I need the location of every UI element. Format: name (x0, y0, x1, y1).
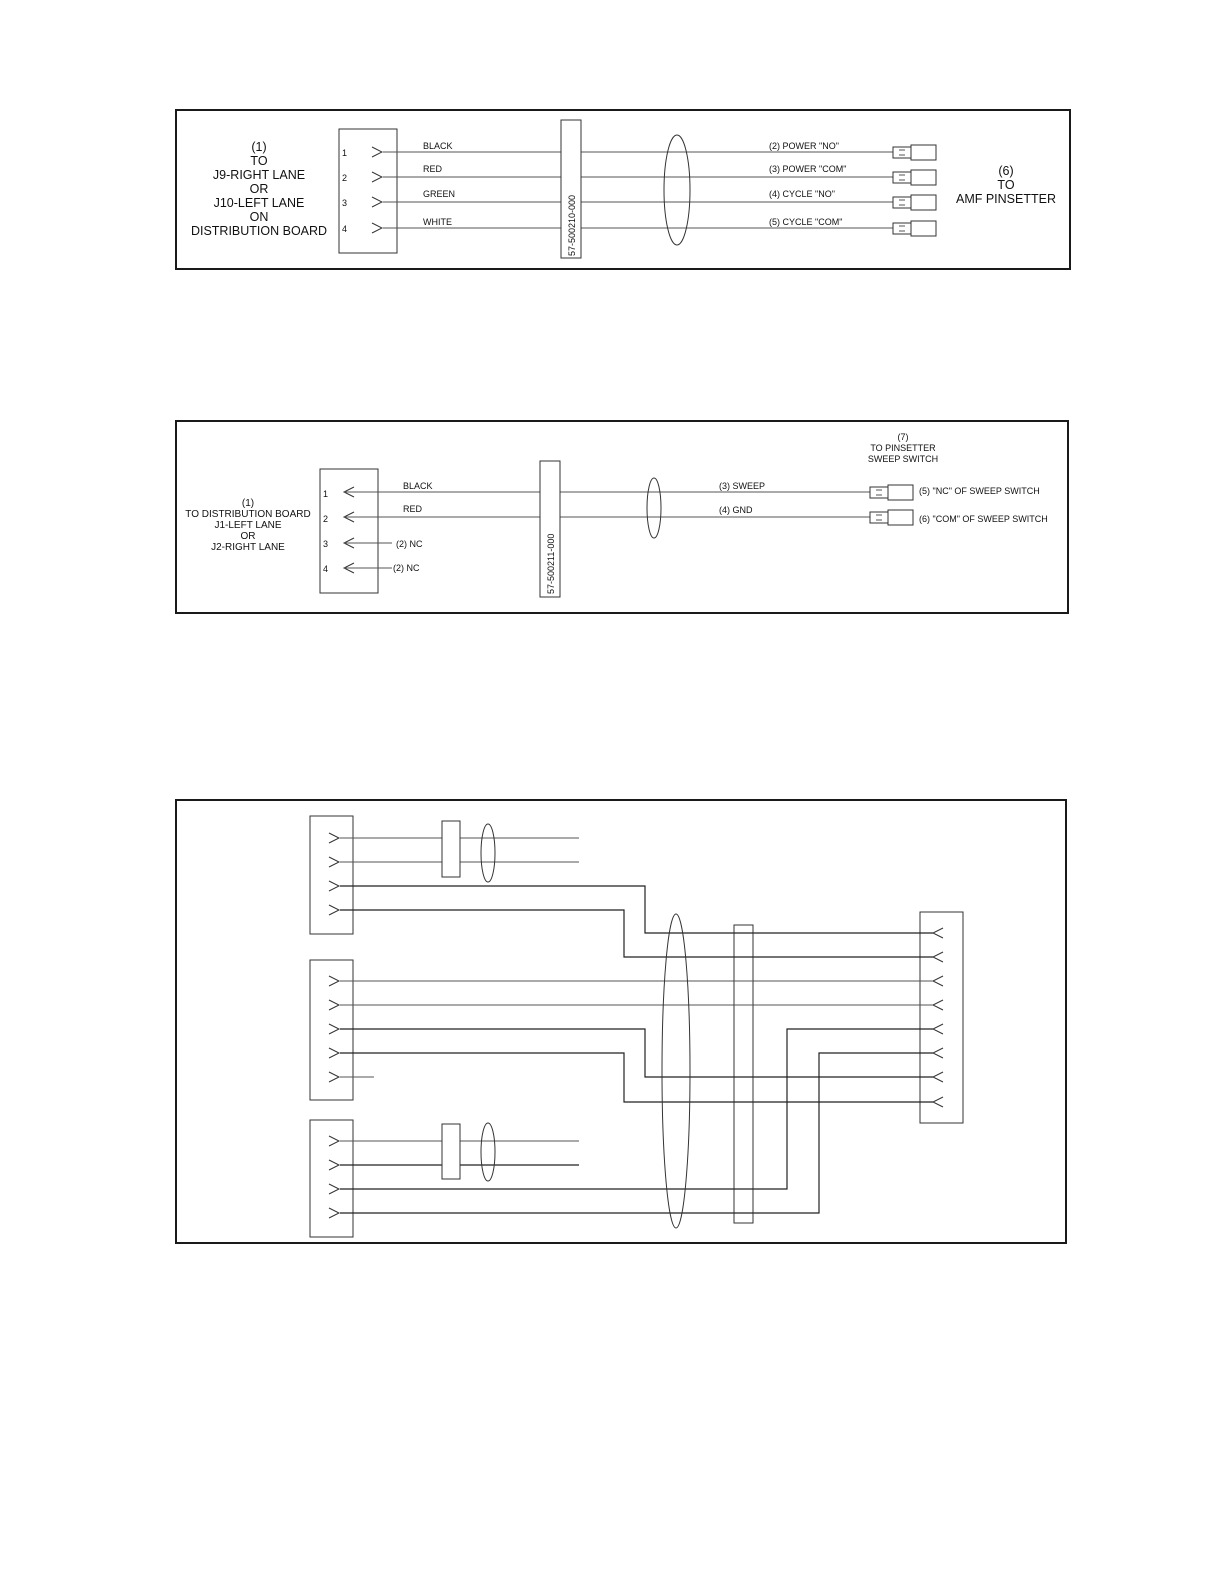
main-sleeve (734, 925, 753, 1223)
label-line: (7) (897, 432, 909, 442)
bottom-stub-sleeve (442, 1124, 460, 1179)
routed-wires (340, 886, 933, 1213)
label-line: TO (997, 178, 1015, 192)
wire-label: (4) GND (719, 505, 753, 515)
label-line: (1) (241, 498, 255, 509)
main-shield-oval (662, 914, 690, 1228)
spade-terminal-icon (870, 485, 913, 500)
part-number: 57-500211-000 (546, 533, 556, 594)
label-line: J2-RIGHT LANE (211, 542, 285, 553)
wire-color-label: BLACK (423, 141, 453, 151)
bottom-stub-oval (481, 1123, 495, 1181)
label-line: TO DISTRIBUTION BOARD (185, 509, 311, 520)
terminal-label: (4) CYCLE "NO" (769, 189, 835, 199)
pin-number: 2 (323, 514, 329, 524)
diagram-2-connector (320, 469, 378, 593)
diagram-1-connector (339, 129, 397, 253)
label-line: TO PINSETTER (870, 443, 936, 453)
diagram-2-wires (344, 492, 870, 568)
label-line: SWEEP SWITCH (867, 454, 939, 464)
label-line: (1) (251, 140, 267, 154)
pin-number: 2 (342, 173, 348, 183)
wire-color-label: WHITE (423, 217, 452, 227)
connector-right (920, 912, 963, 1123)
wire-color-label: GREEN (423, 189, 456, 199)
top-stub-oval (481, 824, 495, 882)
part-number: 57-500210-000 (567, 194, 577, 256)
pin-number: 3 (323, 539, 329, 549)
diagram-1 (176, 110, 1070, 269)
pin-number: 1 (323, 489, 329, 499)
label-line: AMF PINSETTER (955, 192, 1057, 206)
label-line: TO (250, 154, 268, 168)
diagram-2-source-label (185, 498, 310, 553)
label-line: (6) (998, 164, 1014, 178)
wire-label: (3) SWEEP (719, 481, 766, 491)
nc-label: (2) NC (396, 539, 423, 549)
terminal-label: (5) CYCLE "COM" (769, 217, 843, 227)
diagram-1-frame (176, 110, 1070, 269)
diagram-1-source-label (191, 140, 327, 238)
terminal-label: (6) "COM" OF SWEEP SWITCH (919, 514, 1048, 524)
pin-number: 3 (342, 198, 348, 208)
diagram-1-destination-label (956, 164, 1056, 206)
terminal-label: (3) POWER "COM" (769, 164, 847, 174)
label-line: ON (249, 210, 269, 224)
label-line: J10-LEFT LANE (213, 196, 305, 210)
pin-number: 4 (342, 224, 348, 234)
terminal-label: (5) "NC" OF SWEEP SWITCH (919, 486, 1040, 496)
spade-terminal-icon (870, 510, 913, 525)
terminal-label: (2) POWER "NO" (769, 141, 839, 151)
top-stub-sleeve (442, 821, 460, 877)
spade-terminal-icon (893, 195, 936, 210)
spade-terminal-icon (893, 170, 936, 185)
label-line: OR (249, 182, 269, 196)
label-line: DISTRIBUTION BOARD (190, 224, 328, 238)
diagram-2-shield-oval (647, 478, 661, 538)
diagram-2-destination-label (868, 432, 938, 464)
wire-color-label: RED (423, 164, 443, 174)
label-line: J9-RIGHT LANE (212, 168, 306, 182)
label-line: OR (240, 531, 256, 542)
diagram-2 (176, 421, 1068, 613)
diagram-2-terminals (870, 485, 913, 525)
spade-terminal-icon (893, 145, 936, 160)
spade-terminal-icon (893, 221, 936, 236)
wire-color-label: BLACK (403, 481, 433, 491)
diagram-1-terminals (893, 145, 936, 236)
wire-color-label: RED (403, 504, 423, 514)
nc-label: (2) NC (393, 563, 420, 573)
pin-number: 1 (342, 148, 348, 158)
pin-number: 4 (323, 564, 329, 574)
diagram-3 (176, 800, 1066, 1243)
label-line: J1-LEFT LANE (214, 520, 282, 531)
